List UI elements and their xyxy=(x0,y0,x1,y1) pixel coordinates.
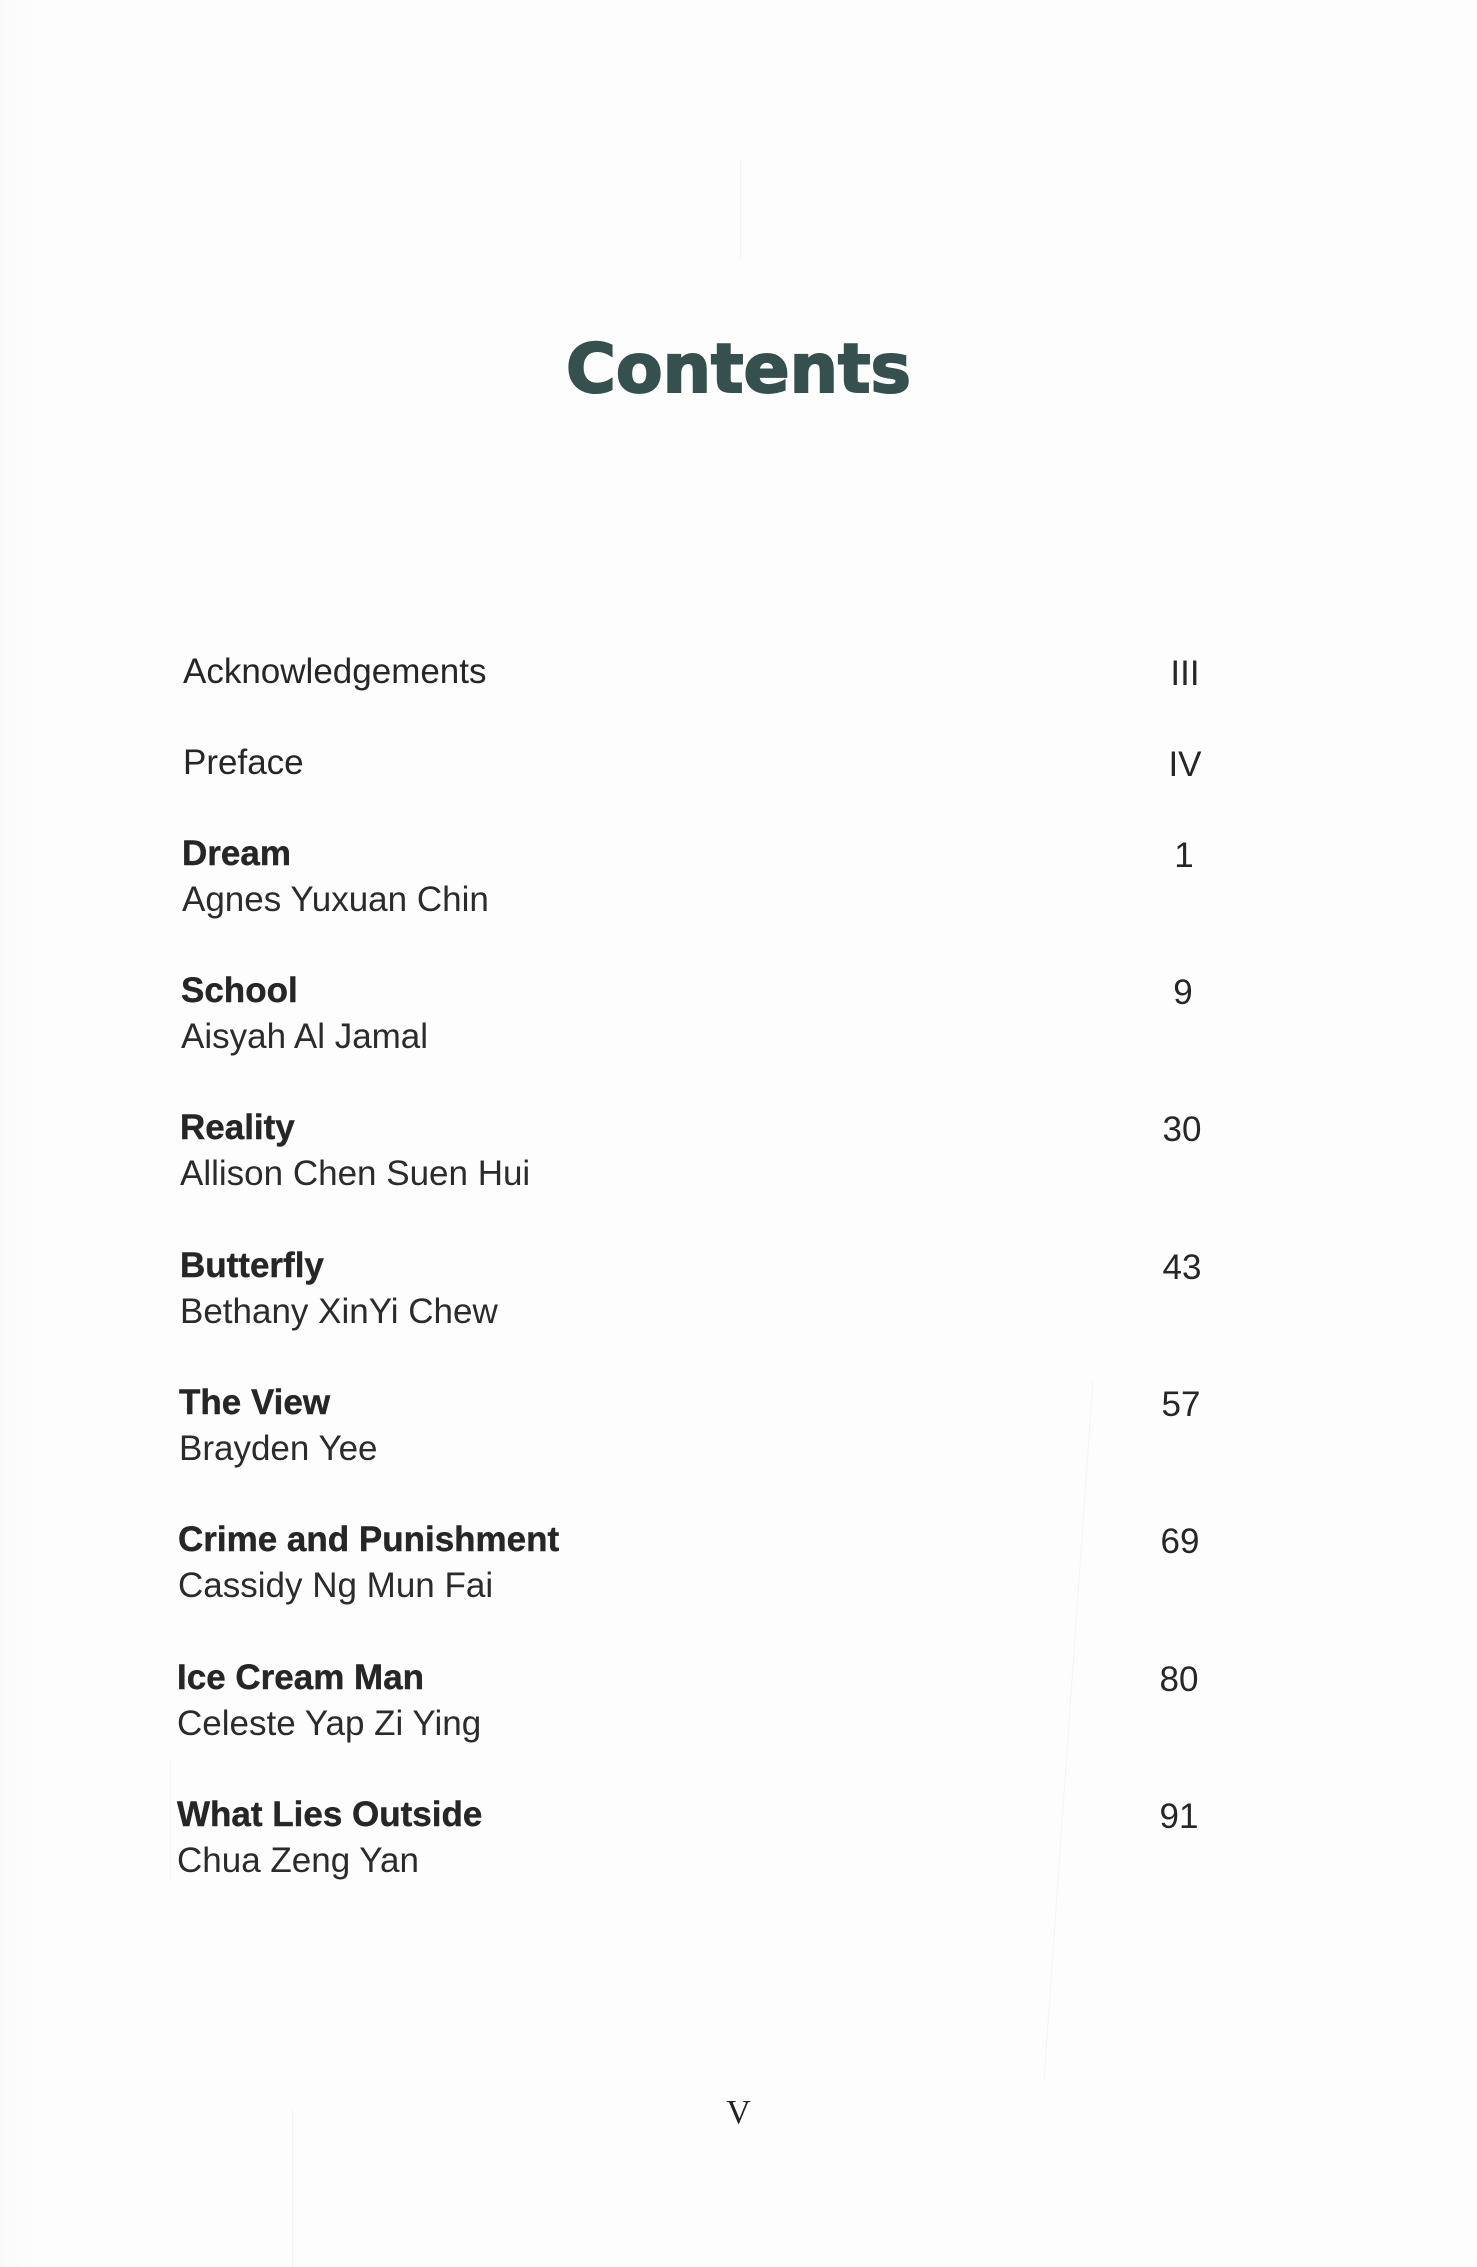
entry-author: Celeste Yap Zi Ying xyxy=(177,1704,482,1743)
scan-artifact xyxy=(170,1760,171,1880)
entry-page-number: 1 xyxy=(1174,836,1194,875)
entry-title: Dream xyxy=(182,834,291,873)
entry-title: Crime and Punishment xyxy=(178,1520,560,1559)
scan-artifact xyxy=(1044,1381,1094,2079)
page-number-footer: V xyxy=(726,2094,751,2131)
entry-title: Preface xyxy=(183,743,304,782)
entry-page-number: 69 xyxy=(1160,1522,1200,1561)
entry-title: The View xyxy=(179,1383,331,1422)
entry-title: School xyxy=(181,971,298,1010)
entry-page-number: 80 xyxy=(1159,1660,1199,1699)
entry-page-number: 9 xyxy=(1173,973,1193,1012)
entry-title: Reality xyxy=(180,1108,295,1147)
entry-title: Acknowledgements xyxy=(183,652,487,691)
entry-page-number: 57 xyxy=(1161,1385,1201,1424)
entry-title: Ice Cream Man xyxy=(177,1658,425,1697)
entry-author: Chua Zeng Yan xyxy=(177,1841,419,1880)
scan-artifact xyxy=(292,2110,293,2267)
entry-page-number: 30 xyxy=(1162,1110,1202,1149)
entry-page-number: IV xyxy=(1168,745,1202,784)
scan-artifact xyxy=(740,160,741,260)
entry-author: Cassidy Ng Mun Fai xyxy=(178,1566,494,1605)
entry-author: Brayden Yee xyxy=(179,1429,378,1468)
entry-title: Butterfly xyxy=(180,1246,324,1285)
entry-page-number: 91 xyxy=(1159,1797,1199,1836)
entry-author: Aisyah Al Jamal xyxy=(181,1017,429,1056)
page-title: Contents xyxy=(565,330,912,409)
entry-author: Allison Chen Suen Hui xyxy=(180,1154,531,1193)
entry-title: What Lies Outside xyxy=(177,1795,483,1834)
entry-author: Agnes Yuxuan Chin xyxy=(182,880,489,919)
entry-page-number: 43 xyxy=(1162,1248,1202,1287)
entry-author: Bethany XinYi Chew xyxy=(180,1292,498,1331)
entry-page-number: III xyxy=(1170,654,1200,693)
